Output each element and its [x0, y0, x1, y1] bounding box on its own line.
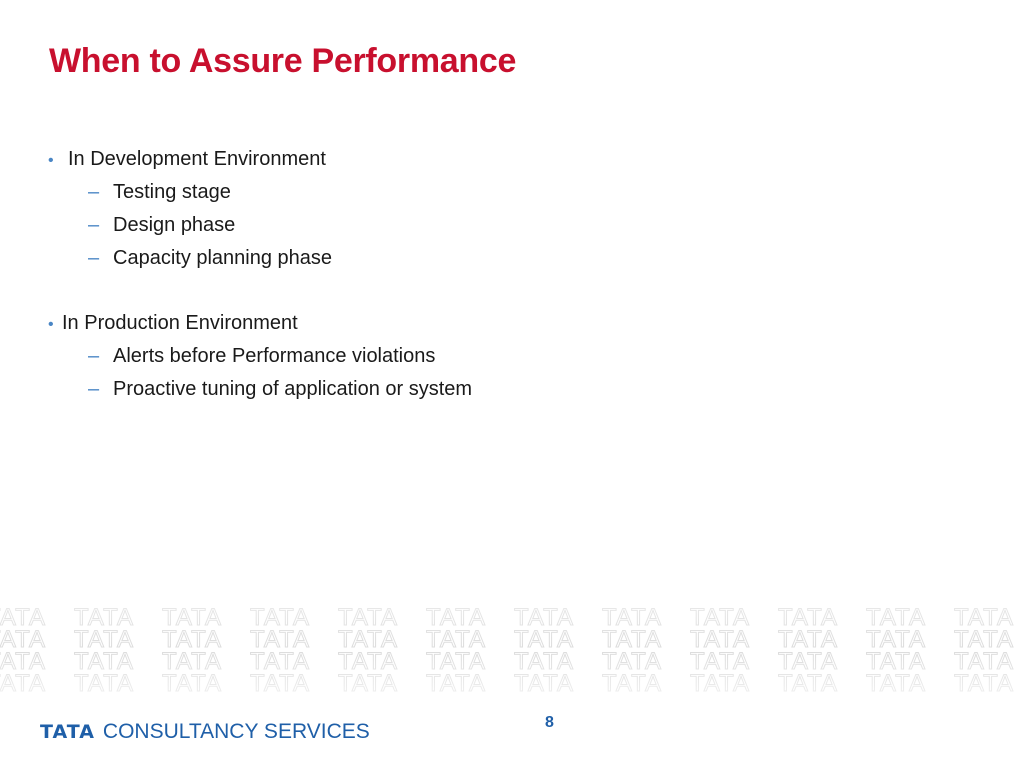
bullet-marker: • [48, 152, 54, 169]
bullet-item [48, 310, 472, 343]
bullet-marker: • [48, 316, 54, 333]
company-name: CONSULTANCY SERVICES [102, 720, 370, 743]
sub-bullet-text: Proactive tuning of application or system [113, 378, 473, 400]
sub-bullet-item [48, 245, 472, 278]
sub-bullet-marker: – [88, 345, 100, 367]
bullet-text: In Production Environment [62, 312, 298, 334]
slide-body [48, 146, 472, 409]
sub-bullet-text: Capacity planning phase [113, 247, 333, 269]
section-spacer [48, 278, 472, 310]
sub-bullet-text: Design phase [113, 214, 236, 236]
sub-bullet-text: Testing stage [113, 181, 231, 203]
sub-bullet-item [48, 376, 472, 409]
sub-bullet-text: Alerts before Performance violations [113, 345, 436, 367]
sub-bullet-marker: – [88, 181, 100, 203]
slide-title: When to Assure Performance [49, 42, 517, 80]
bullet-text: In Development Environment [68, 148, 326, 170]
tcs-logo [40, 720, 370, 744]
bullet-item [48, 146, 472, 179]
sub-bullet-item [48, 212, 472, 245]
watermark-svg [0, 604, 1024, 696]
tata-wordmark: TATA [40, 721, 95, 743]
watermark-fade [0, 604, 1024, 696]
sub-bullet-item [48, 343, 472, 376]
sub-bullet-item [48, 179, 472, 212]
sub-bullet-marker: – [88, 378, 100, 400]
sub-bullet-marker: – [88, 247, 100, 269]
page-number: 8 [545, 714, 554, 731]
tata-watermark-pattern [0, 604, 1024, 696]
sub-bullet-marker: – [88, 214, 100, 236]
